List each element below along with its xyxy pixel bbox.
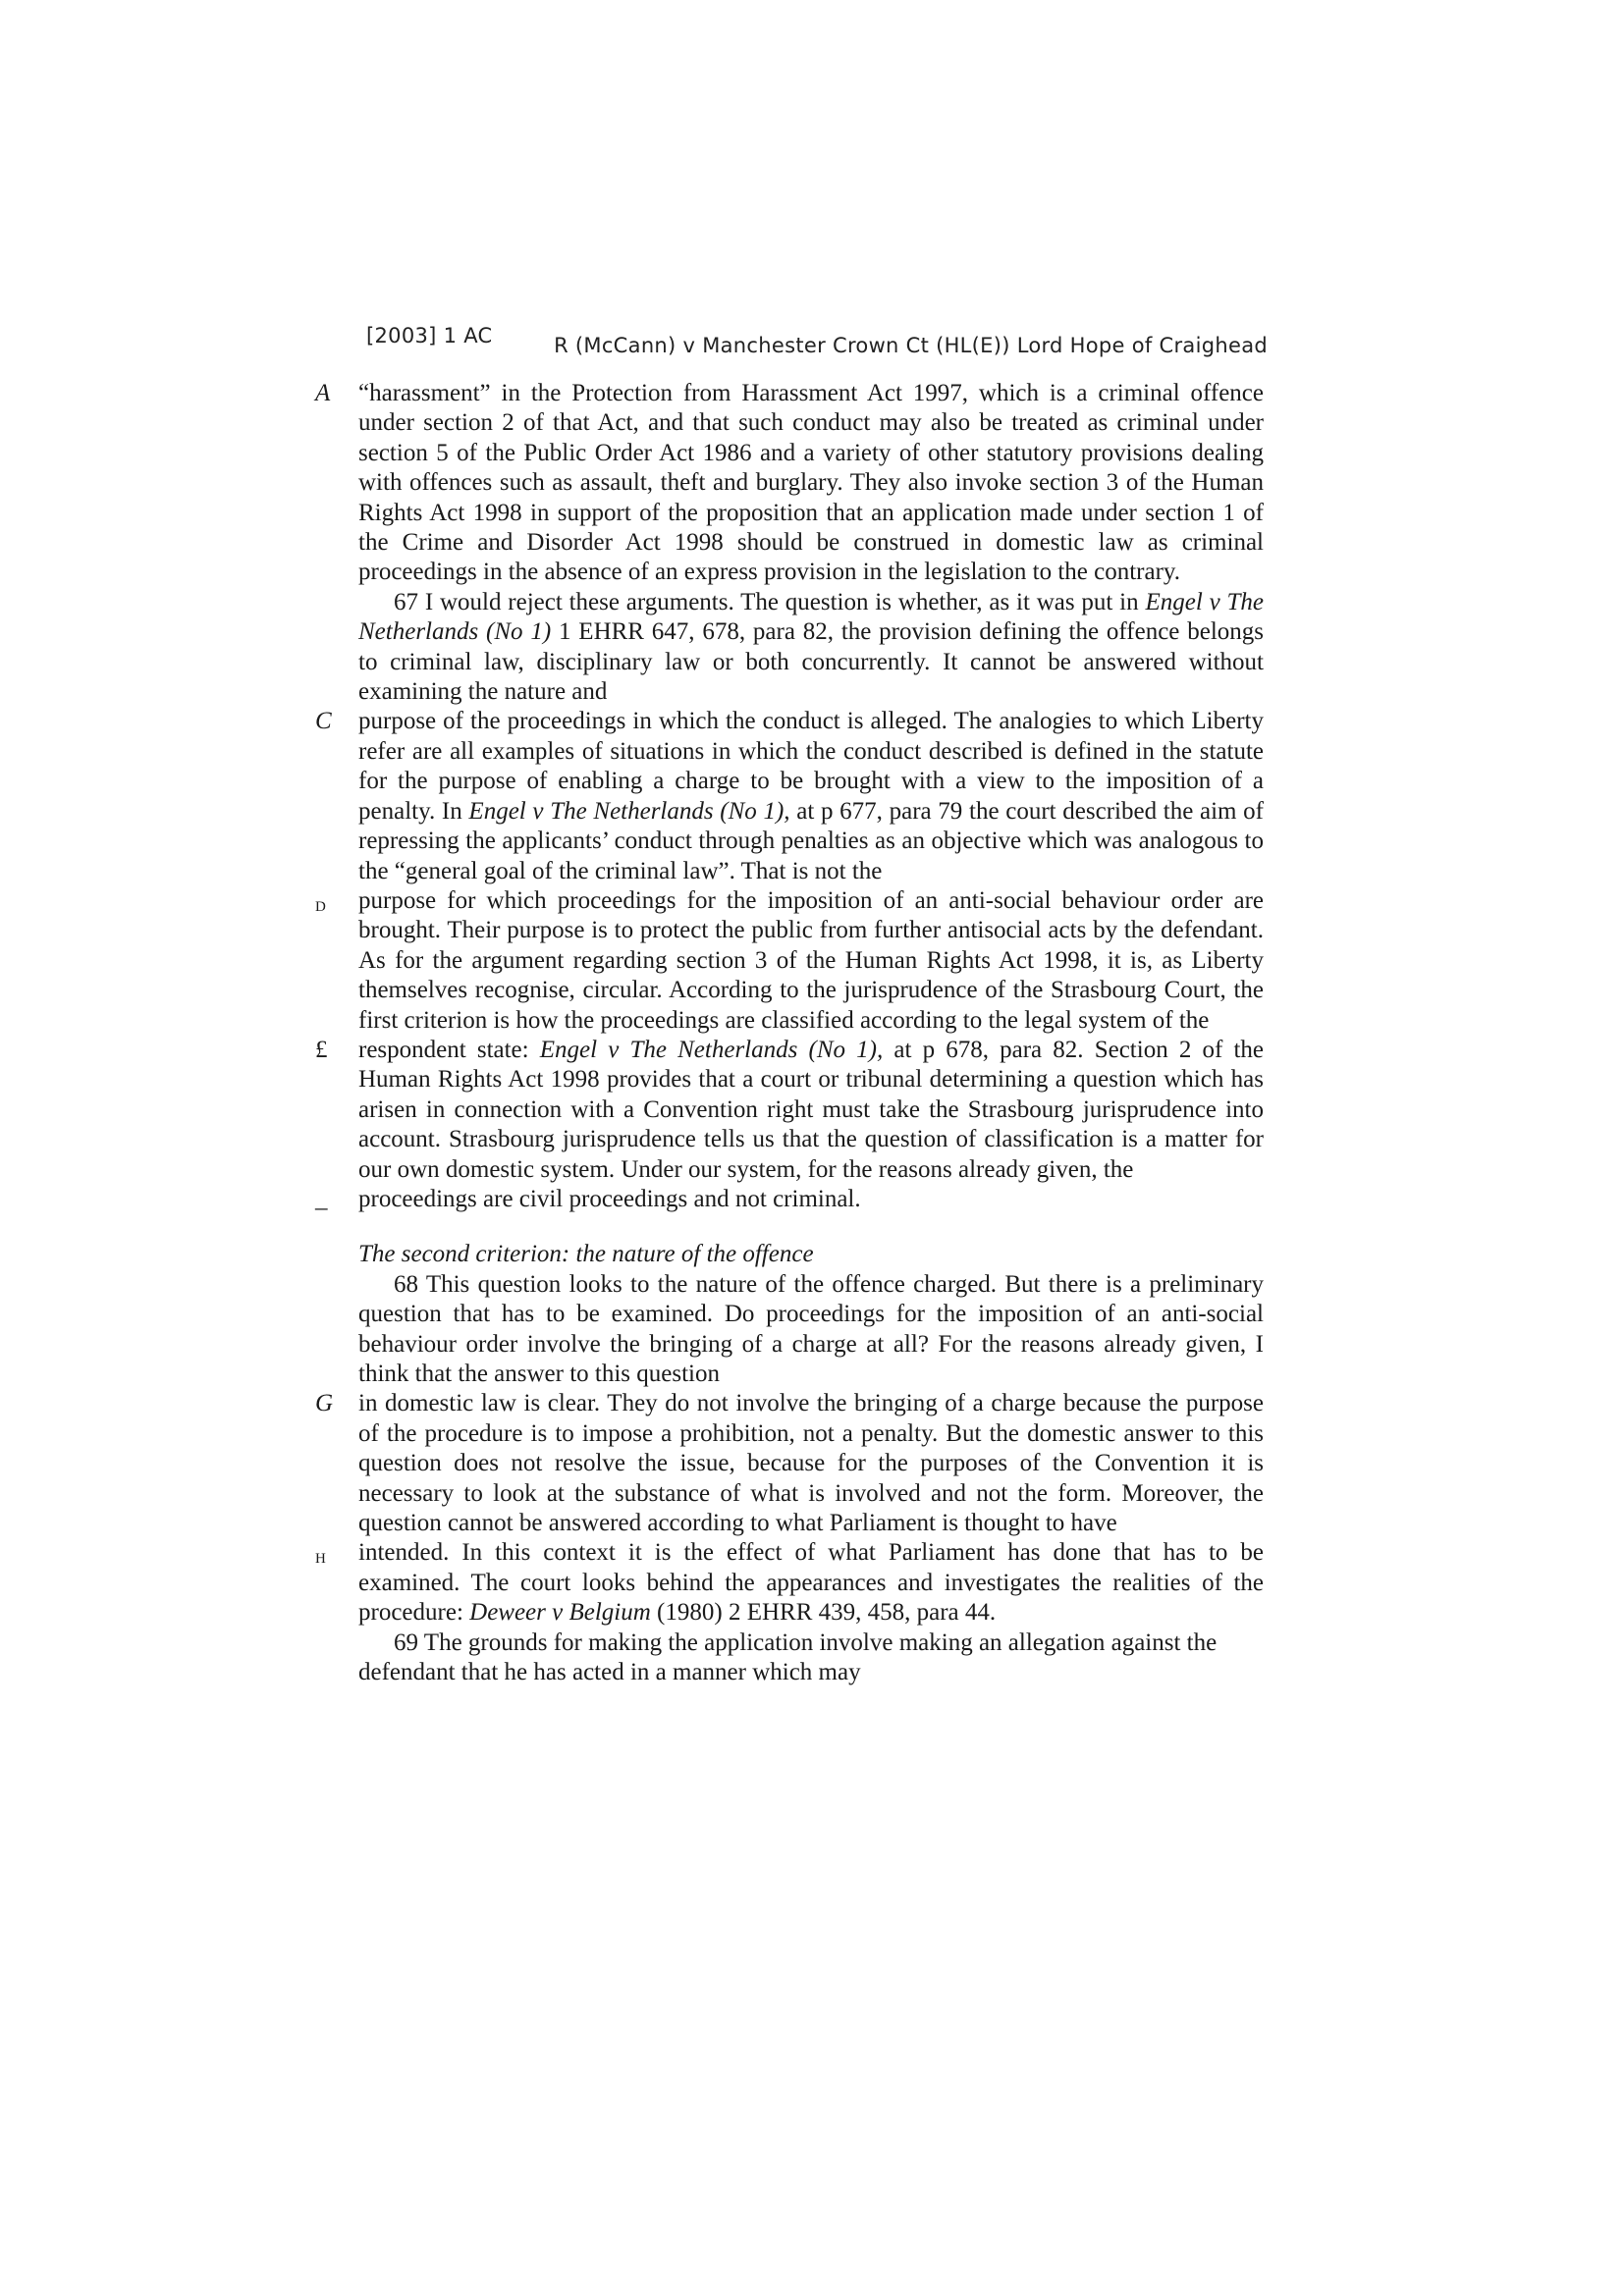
margin-letter-c: C <box>315 708 332 735</box>
paragraph-text: 67 I would reject these arguments. The question is whether, as it was put in <box>394 588 1139 615</box>
paragraph-domestic-law <box>315 1389 1264 1538</box>
paragraph-text: 68 This question looks to the nature of the offence charged. But there is a preliminary question that has to be examined. Do proceedings for the imposition of an anti-social behaviour order involve the bringing of a charge at all? For the reasons already given, I think that the answer to this question <box>358 1270 1264 1387</box>
paragraph-text: intended. In this context it is the effect of what Parliament has done that has to be examined. The court looks behind the appearances and investigates the realities of the procedure: <box>358 1539 1264 1627</box>
case-citation: Deweer v Belgium <box>469 1599 651 1627</box>
case-citation: Engel v The Netherlands (No 1), <box>539 1036 884 1063</box>
section-gap <box>358 1214 1264 1240</box>
paragraph-respondent-state <box>315 1036 1265 1185</box>
paragraph-text: purpose of the proceedings in which the conduct is alleged. The analogies to which Liberty refer are all examples of situations in which the conduct described is defined in the statute for the purpose of enabling a charge to be brought with a view to the imposition of a penalty. In <box>358 708 1264 825</box>
paragraph-civil-proceedings <box>315 1185 1264 1214</box>
case-citation: Engel v The Netherlands (No 1) <box>358 588 1264 646</box>
section-heading: The second criterion: the nature of the offence <box>358 1241 814 1268</box>
paragraph-text: proceedings are civil proceedings and not criminal. <box>358 1185 861 1212</box>
margin-letter-f: _ <box>315 1185 328 1212</box>
paragraph-text: at p 678, para 82. Section 2 of the Human Rights Act 1998 provides that a court or tribunal determining a question which has arisen in connection with a Convention right must take the Strasbourg jurisprudence into account. Strasbourg jurisprudence tells us that the question of classification is a matter for our own domestic system. Under our system, for the reasons already given, the <box>358 1036 1265 1183</box>
paragraph-text: at p 677, para 79 the court described the aim of repressing the applicants’ conduct through penalties as an objective which was analogous to the “general goal of the criminal law”. That is not the <box>358 797 1264 884</box>
paragraph-harassment <box>315 379 1264 588</box>
judgment-body <box>315 379 1265 1687</box>
paragraph-69 <box>358 1629 1264 1688</box>
paragraph-purpose-of-proceedings <box>315 707 1264 885</box>
paragraph-text: in domestic law is clear. They do not involve the bringing of a charge because the purpose of the procedure is to impose a prohibition, not a penalty. But the domestic answer to this question does not resolve the issue, because for the purposes of the Convention it is necessary to look at the substance of what is involved and not the form. Moreover, the question cannot be answered according to what Parliament is thought to have <box>358 1390 1264 1537</box>
running-header-title: R (McCann) v Manchester Crown Ct (HL(E)) Lord Hope of Craighead <box>554 334 1268 357</box>
case-citation: Engel v The Netherlands (No 1), <box>468 797 790 825</box>
margin-letter-a: A <box>315 380 331 406</box>
margin-letter-g: G <box>315 1390 334 1417</box>
margin-letter-d: D <box>315 898 326 915</box>
paragraph-purpose-asbo <box>315 886 1264 1036</box>
paragraph-text: respondent state: <box>358 1036 540 1063</box>
paragraph-text: 69 The grounds for making the application involve making an allegation against the defendant that he has acted in a manner which may <box>358 1629 1218 1686</box>
running-header-citation: [2003] 1 AC <box>366 324 493 347</box>
paragraph-text: “harassment” in the Protection from Harassment Act 1997, which is a criminal offence under section 2 of that Act, and that such conduct may also be treated as criminal under section 5 of the Public Order Act 1986 and a variety of other statutory provisions dealing with offences such as assault, theft and burglary. They also invoke section 3 of the Human Rights Act 1998 in support of the proposition that an application made under section 1 of the Crime and Disorder Act 1998 should be construed in domestic law as criminal proceedings in the absence of an express provision in the legislation to the contrary. <box>358 380 1264 586</box>
paragraph-intended <box>315 1538 1264 1628</box>
margin-letter-e: £ <box>315 1036 328 1063</box>
paragraph-text: 1 EHRR 647, 678, para 82, the provision defining the offence belongs to criminal law, disciplinary law or both concurrently. It cannot be answered without examining the nature and <box>358 618 1264 706</box>
margin-letter-h: H <box>315 1551 326 1568</box>
paragraph-68 <box>358 1270 1264 1390</box>
paragraph-text: purpose for which proceedings for the imposition of an anti-social behaviour order are brought. Their purpose is to protect the public from further antisocial acts by the defendant. As for the argument regarding section 3 of the Human Rights Act 1998, it is, as Liberty themselves recognise, circular. According to the jurisprudence of the Strasbourg Court, the first criterion is how the proceedings are classified according to the legal system of the <box>358 886 1264 1034</box>
paragraph-67 <box>358 588 1264 708</box>
paragraph-text: (1980) 2 EHRR 439, 458, para 44. <box>650 1599 997 1627</box>
